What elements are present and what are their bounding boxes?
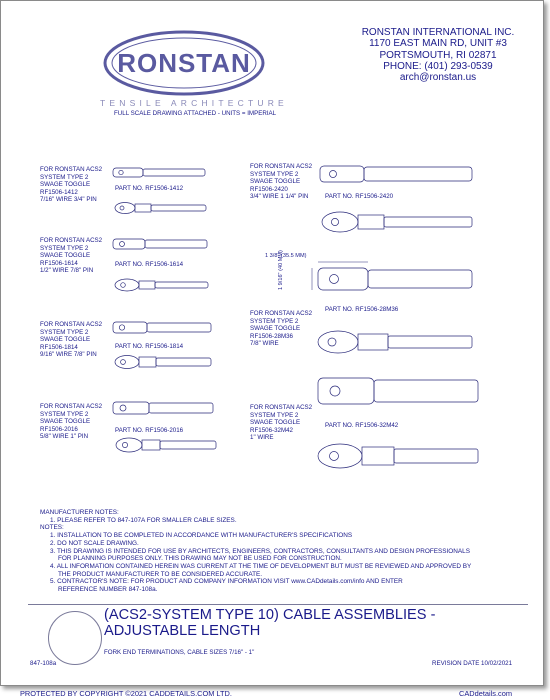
notes-section: [40, 509, 520, 594]
part-number-1814: PART NO. RF1506-1814: [115, 343, 184, 350]
note-4-continued: THE PRODUCT MANUFACTURER TO BE CONSIDERED ACCURATE.: [58, 570, 263, 578]
company-address-block: [358, 27, 518, 83]
part-description-1412: FOR RONSTAN ACS2 SYSTEM TYPE 2 SWAGE TOGGLE RF1506-1412 7/16" WIRE 3/4" PIN: [40, 166, 103, 204]
drawing-title: (ACS2-SYSTEM TYPE 10) CABLE ASSEMBLIES - ADJUSTABLE LENGTH: [104, 607, 436, 639]
note-4: 4. ALL INFORMATION CONTAINED HEREIN WAS CURRENT AT THE TIME OF DEVELOPMENT BUT MUST BE REVIEWED AND APPROVED BY: [50, 562, 472, 570]
note-5: 5. CONTRACTOR'S NOTE: FOR PRODUCT AND COMPANY INFORMATION VISIT www.CADdetails.com/info AND ENTER: [50, 578, 403, 586]
notes-heading: NOTES:: [40, 524, 64, 532]
logo-tagline: TENSILE ARCHITECTURE: [100, 98, 288, 108]
part-number-28m36: PART NO. RF1506-28M36: [325, 306, 399, 313]
title-block-circle: [48, 611, 102, 665]
manufacturer-note-1: 1. PLEASE REFER TO 847-107A FOR SMALLER CABLE SIZES.: [50, 516, 237, 524]
part-description-32m42: FOR RONSTAN ACS2 SYSTEM TYPE 2 SWAGE TOGGLE RF1506-32M42 1" WIRE: [250, 404, 313, 442]
part-description-28m36: FOR RONSTAN ACS2 SYSTEM TYPE 2 SWAGE TOGGLE RF1506-28M36 7/8" WIRE: [250, 310, 313, 348]
full-scale-note: FULL SCALE DRAWING ATTACHED - UNITS = IMPERIAL: [114, 110, 277, 117]
company-street: 1170 EAST MAIN RD, UNIT #3: [369, 38, 507, 50]
company-name: RONSTAN INTERNATIONAL INC.: [361, 27, 515, 38]
note-1: 1. INSTALLATION TO BE COMPLETED IN ACCORDANCE WITH MANUFACTURER'S SPECIFICATIONS: [50, 532, 353, 540]
note-2: 2. DO NOT SCALE DRAWING.: [50, 539, 139, 547]
part-number-32m42: PART NO. RF1506-32M42: [325, 422, 399, 429]
ronstan-logo: [102, 28, 266, 98]
drawing-number: 847-108a: [30, 660, 57, 667]
copyright-footer: PROTECTED BY COPYRIGHT ©2021 CADDETAILS.COM LTD.: [20, 689, 232, 698]
part-description-1814: FOR RONSTAN ACS2 SYSTEM TYPE 2 SWAGE TOGGLE RF1506-1814 9/16" WIRE 7/8" PIN: [40, 321, 103, 359]
note-3: 3. THIS DRAWING IS INTENDED FOR USE BY ARCHITECTS, ENGINEERS, CONTRACTORS, CONSULTANTS AND DESIGN PROFESSIONALS: [50, 547, 470, 555]
part-description-1614: FOR RONSTAN ACS2 SYSTEM TYPE 2 SWAGE TOGGLE RF1506-1614 1/2" WIRE 7/8" PIN: [40, 237, 103, 275]
company-email[interactable]: arch@ronstan.us: [399, 72, 477, 84]
part-number-1614: PART NO. RF1506-1614: [115, 261, 184, 268]
revision-date: REVISION DATE 10/02/2021: [432, 660, 513, 667]
part-number-2016: PART NO. RF1506-2016: [115, 427, 184, 434]
company-city: PORTSMOUTH, RI 02871: [379, 49, 497, 61]
logo-wordmark: RONSTAN: [117, 48, 251, 78]
manufacturer-notes-heading: MANUFACTURER NOTES:: [40, 509, 119, 516]
title-block-divider: [28, 604, 528, 605]
company-phone: PHONE: (401) 293-0539: [383, 60, 493, 72]
drawing-subtitle: FORK END TERMINATIONS, CABLE SIZES 7/16" - 1": [104, 649, 255, 656]
note-3-continued: FOR PLANNING PURPOSES ONLY. THIS DRAWING MAY NOT BE USED FOR CONSTRUCTION.: [58, 555, 342, 563]
part-number-1412: PART NO. RF1506-1412: [115, 185, 184, 192]
width-dimension-label: 1 3/8" (35.5 MM): [265, 253, 307, 259]
height-dimension-label: 1 9/16" (40 MM): [278, 250, 284, 290]
part-description-2016: FOR RONSTAN ACS2 SYSTEM TYPE 2 SWAGE TOGGLE RF1506-2016 5/8" WIRE 1" PIN: [40, 403, 103, 441]
part-number-2420: PART NO. RF1506-2420: [325, 193, 394, 200]
part-description-2420: FOR RONSTAN ACS2 SYSTEM TYPE 2 SWAGE TOGGLE RF1506-2420 3/4" WIRE 1 1/4" PIN: [250, 163, 313, 201]
caddetails-link[interactable]: CADdetails.com: [459, 689, 512, 698]
note-5-continued: REFERENCE NUMBER 847-108a.: [58, 586, 158, 594]
